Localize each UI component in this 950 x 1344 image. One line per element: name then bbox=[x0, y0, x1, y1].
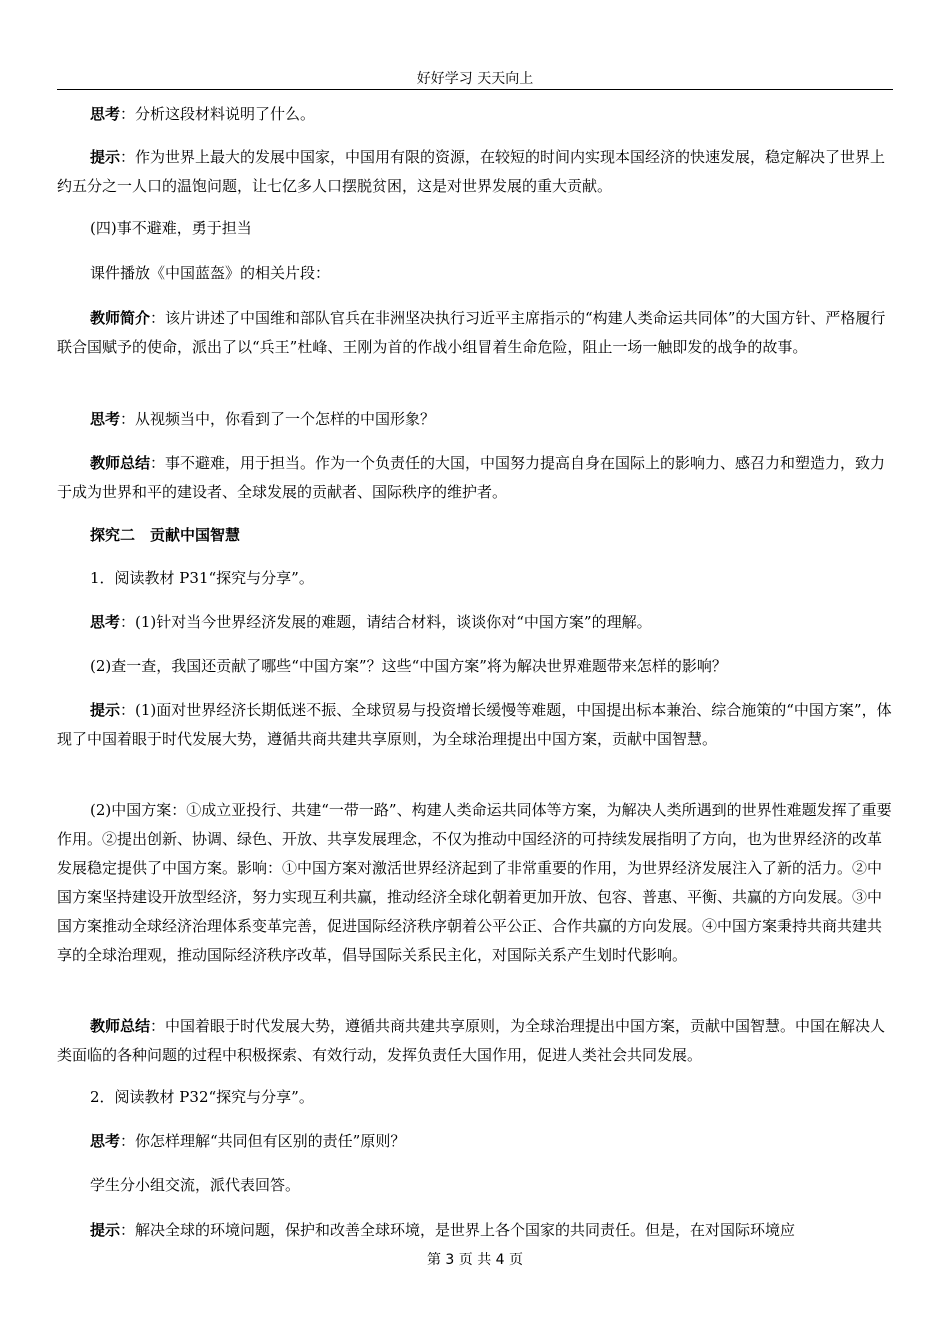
paragraph-label: 提示 bbox=[90, 148, 121, 166]
paragraph-video bbox=[57, 259, 893, 288]
paragraph-label: 思考 bbox=[90, 105, 121, 123]
paragraph-label: 思考 bbox=[90, 1132, 121, 1150]
paragraph-text: ：(1)面对世界经济长期低迷不振、全球贸易与投资增长缓慢等难题，中国提出标本兼治、综合施策的“中国方案”，体现了中国着眼于时代发展大势，遵循共商共建共享原则，为全球治理提出中国方案，贡献中国智慧。 bbox=[57, 701, 892, 748]
paragraph-text: 1．阅读教材 P31“探究与分享”。 bbox=[90, 569, 314, 587]
paragraph-hint-1 bbox=[57, 143, 893, 201]
paragraph-question-2 bbox=[57, 652, 893, 681]
paragraph-hint-2 bbox=[57, 696, 893, 754]
paragraph-text: (2)中国方案：①成立亚投行、共建“一带一路”、构建人类命运共同体等方案，为解决人类所遇到的世界性难题发挥了重要作用。②提出创新、协调、绿色、开放、共享发展理念，不仅为推动中国经济的可持续发展指明了方向，也为世界经济的改革发展稳定提供了中国方案。影响：①中国方案对激活世界经济起到了非常重要的作用，为世界经济发展注入了新的活力。②中国方案坚持建设开放型经济，努力实现互利共赢，推动经济全球化朝着更加开放、包容、普惠、平衡、共赢的方向发展。③中国方案推动全球经济治理体系变革完善，促进国际经济秩序朝着公平公正、合作共赢的方向发展。④中国方案秉持共商共建共享的全球治理观，推动国际经济秩序改革，倡导国际关系民主化，对国际关系产生划时代影响。 bbox=[57, 801, 892, 964]
section-heading bbox=[57, 521, 893, 550]
paragraph-text: ：你怎样理解“共同但有区别的责任”原则？ bbox=[120, 1132, 406, 1150]
paragraph-hint-3 bbox=[57, 1216, 893, 1245]
paragraph-group-discussion bbox=[57, 1171, 893, 1200]
paragraph-text: (四)事不避难，勇于担当 bbox=[90, 219, 252, 237]
paragraph-china-plan bbox=[57, 796, 893, 970]
paragraph-label: 教师简介 bbox=[90, 309, 151, 327]
paragraph-label: 提示 bbox=[90, 701, 121, 719]
paragraph-text: 学生分小组交流，派代表回答。 bbox=[90, 1176, 301, 1194]
paragraph-text: (2)查一查，我国还贡献了哪些“中国方案”？这些“中国方案”将为解决世界难题带来怎样的影响？ bbox=[90, 657, 727, 675]
paragraph-section-4 bbox=[57, 214, 893, 243]
section-heading-label: 探究二 贡献中国智慧 bbox=[90, 526, 241, 544]
paragraph-text: ：分析这段材料说明了什么。 bbox=[120, 105, 316, 123]
paragraph-label: 提示 bbox=[90, 1221, 121, 1239]
paragraph-think-2 bbox=[57, 405, 893, 434]
paragraph-think-1 bbox=[57, 100, 893, 129]
paragraph-label: 教师总结 bbox=[90, 454, 151, 472]
paragraph-think-4 bbox=[57, 1127, 893, 1156]
paragraph-text: ：该片讲述了中国维和部队官兵在非洲坚决执行习近平主席指示的“构建人类命运共同体”的大国方针、严格履行联合国赋予的使命，派出了以“兵王”杜峰、王刚为首的作战小组冒着生命危险，阻止一场一触即发的战争的故事。 bbox=[57, 309, 886, 356]
paragraph-text: ：(1)针对当今世界经济发展的难题，请结合材料，谈谈你对“中国方案”的理解。 bbox=[120, 613, 652, 631]
paragraph-text: ：解决全球的环境问题，保护和改善全球环境，是世界上各个国家的共同责任。但是，在对国际环境应 bbox=[120, 1221, 796, 1239]
paragraph-text: ：事不避难，用于担当。作为一个负责任的大国，中国努力提高自身在国际上的影响力、感召力和塑造力，致力于成为世界和平的建设者、全球发展的贡献者、国际秩序的维护者。 bbox=[57, 454, 886, 501]
paragraph-think-3 bbox=[57, 608, 893, 637]
header-divider bbox=[57, 89, 893, 90]
paragraph-teacher-summary-2 bbox=[57, 1012, 893, 1070]
paragraph-read-p32 bbox=[57, 1083, 893, 1112]
paragraph-text: 2．阅读教材 P32“探究与分享”。 bbox=[90, 1088, 314, 1106]
paragraph-text: ：从视频当中，你看到了一个怎样的中国形象？ bbox=[120, 410, 436, 428]
paragraph-label: 思考 bbox=[90, 410, 121, 428]
paragraph-teacher-intro bbox=[57, 304, 893, 362]
paragraph-text: ：中国着眼于时代发展大势，遵循共商共建共享原则，为全球治理提出中国方案，贡献中国智慧。中国在解决人类面临的各种问题的过程中积极探索、有效行动，发挥负责任大国作用，促进人类社会共同发展。 bbox=[57, 1017, 886, 1064]
paragraph-label: 教师总结 bbox=[90, 1017, 151, 1035]
page-header: 好好学习 天天向上 bbox=[416, 71, 534, 87]
paragraph-read-p31 bbox=[57, 564, 893, 593]
paragraph-text: ：作为世界上最大的发展中国家，中国用有限的资源，在较短的时间内实现本国经济的快速发展，稳定解决了世界上约五分之一人口的温饱问题，让七亿多人口摆脱贫困，这是对世界发展的重大贡献。 bbox=[57, 148, 886, 195]
paragraph-text: 课件播放《中国蓝盔》的相关片段： bbox=[90, 264, 331, 282]
paragraph-teacher-summary-1 bbox=[57, 449, 893, 507]
page-footer: 第 3 页 共 4 页 bbox=[426, 1252, 524, 1268]
paragraph-label: 思考 bbox=[90, 613, 121, 631]
